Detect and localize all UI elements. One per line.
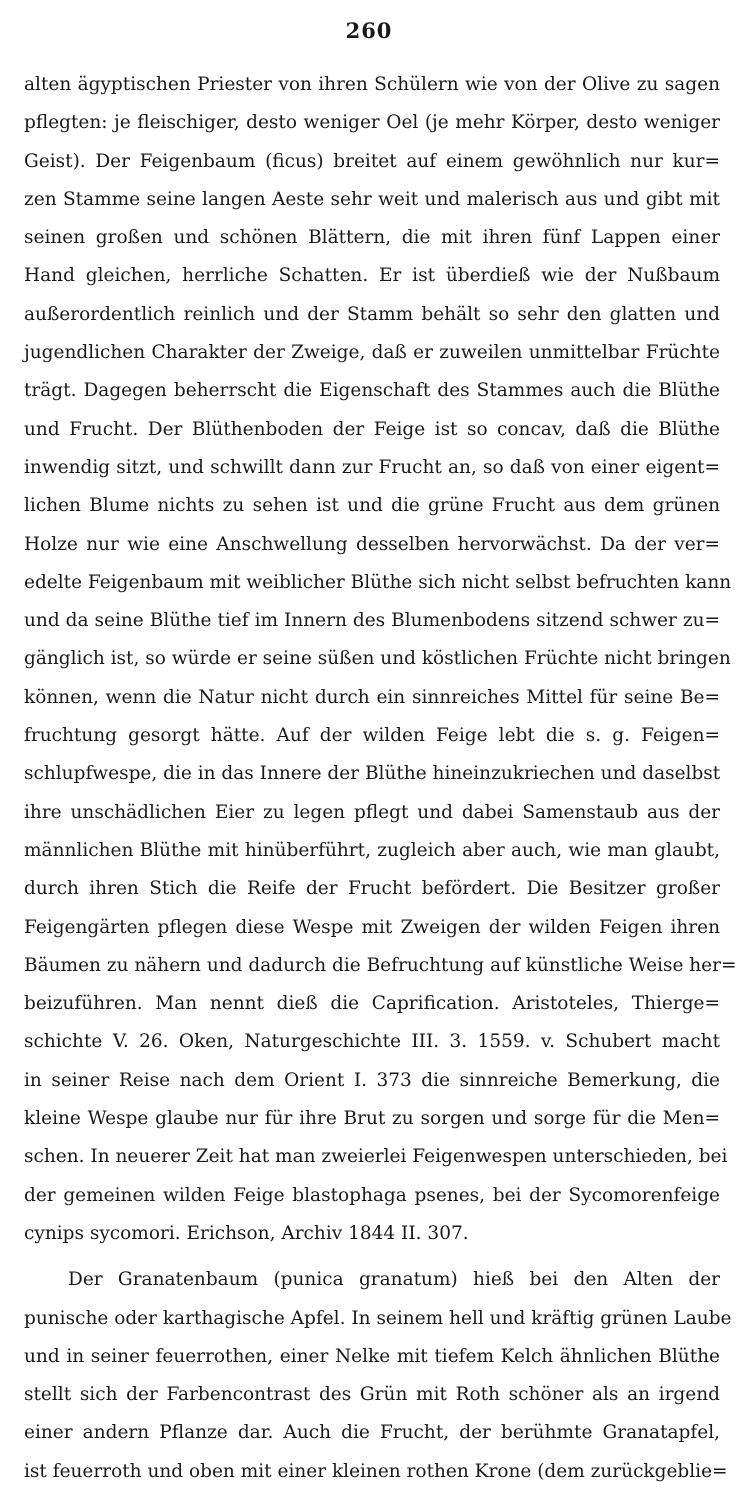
text-line: jugendlichen Charakter der Zweige, daß er zuweilen unmittelbar Früchte [24,342,720,364]
text-line: Feigengärten pflegen diese Wespe mit Zweigen der wilden Feigen ihren [24,916,720,938]
text-line: und Frucht. Der Blüthenboden der Feige ist so concav, daß die Blüthe [24,418,720,440]
paragraph-gap [24,1253,720,1261]
text-line: trägt. Dagegen beherrscht die Eigenschaft des Stammes auch die Blüthe [24,380,720,402]
text-line: und in seiner feuerrothen, einer Nelke mit tiefem Kelch ähnlichen Blüthe [24,1345,720,1367]
text-body [24,66,737,1491]
text-line: kleine Wespe glaube nur für ihre Brut zu sorgen und sorge für die Men= [24,1108,720,1130]
text-line: Hand gleichen, herrliche Schatten. Er ist überdieß wie der Nußbaum [24,265,720,287]
text-line: schlupfwespe, die in das Innere der Blüthe hineinzukriechen und daselbst [24,763,721,785]
paragraph [24,1261,732,1491]
text-line: cynips sycomori. Erichson, Archiv 1844 II. 307. [24,1222,469,1244]
text-line: edelte Feigenbaum mit weiblicher Blüthe sich nicht selbst befruchten kann [24,571,732,593]
text-line: lichen Blume nichts zu sehen ist und die grüne Frucht aus dem grünen [24,495,720,517]
text-line: beizuführen. Man nennt dieß die Caprification. Aristoteles, Thierge= [24,993,720,1015]
text-line: ihre unschädlichen Eier zu legen pflegt und dabei Samenstaub aus der [24,801,720,823]
text-line: in seiner Reise nach dem Orient I. 373 die sinnreiche Bemerkung, die [24,1069,720,1091]
paragraph [24,66,737,1253]
text-line: seinen großen und schönen Blättern, die mit ihren fünf Lappen einer [24,227,720,249]
text-line: stellt sich der Farbencontrast des Grün mit Roth schöner als an irgend [24,1384,720,1406]
text-line: schichte V. 26. Oken, Naturgeschichte III. 3. 1559. v. Schubert macht [24,1031,720,1053]
text-line: männlichen Blüthe mit hinüberführt, zugleich aber auch, wie man glaubt, [24,839,720,861]
text-line: ist feuerroth und oben mit einer kleinen rothen Krone (dem zurückgeblie= [24,1460,728,1482]
text-line: und da seine Blüthe tief im Innern des Blumenbodens sitzend schwer zu= [24,610,720,632]
text-line: zen Stamme seine langen Aeste sehr weit und malerisch aus und gibt mit [24,188,720,210]
text-line: schen. In neuerer Zeit hat man zweierlei Feigenwespen unterschieden, bei [24,1146,728,1168]
text-line: gänglich ist, so würde er seine süßen und köstlichen Früchte nicht bringen [24,648,731,670]
text-line: pflegten: je fleischiger, desto weniger Oel (je mehr Körper, desto weniger [24,112,720,134]
text-line: können, wenn die Natur nicht durch ein sinnreiches Mittel für seine Be= [24,686,720,708]
text-line: Holze nur wie eine Anschwellung desselben hervorwächst. Da der ver= [24,533,720,555]
text-line: durch ihren Stich die Reife der Frucht befördert. Die Besitzer großer [24,878,720,900]
text-line: einer andern Pflanze dar. Auch die Frucht, der berühmte Granatapfel, [24,1422,720,1444]
text-line: inwendig sitzt, und schwillt dann zur Frucht an, so daß von einer eigent= [24,456,720,478]
text-line: der gemeinen wilden Feige blastophaga psenes, bei der Sycomorenfeige [24,1184,720,1206]
text-line: alten ägyptischen Priester von ihren Schülern wie von der Olive zu sagen [24,74,720,95]
text-line: Der Granatenbaum (punica granatum) hieß bei den Alten der [68,1269,720,1291]
text-line: Bäumen zu nähern und dadurch die Befruchtung auf künstliche Weise her= [24,954,737,976]
text-line: Geist). Der Feigenbaum (ficus) breitet auf einem gewöhnlich nur kur= [24,150,720,172]
text-line: punische oder karthagische Apfel. In seinem hell und kräftig grünen Laube [24,1307,732,1329]
text-line: fruchtung gesorgt hätte. Auf der wilden Feige lebt die s. g. Feigen= [24,725,720,747]
text-line: außerordentlich reinlich und der Stamm behält so sehr den glatten und [24,303,720,325]
page-number: 260 [345,18,393,43]
